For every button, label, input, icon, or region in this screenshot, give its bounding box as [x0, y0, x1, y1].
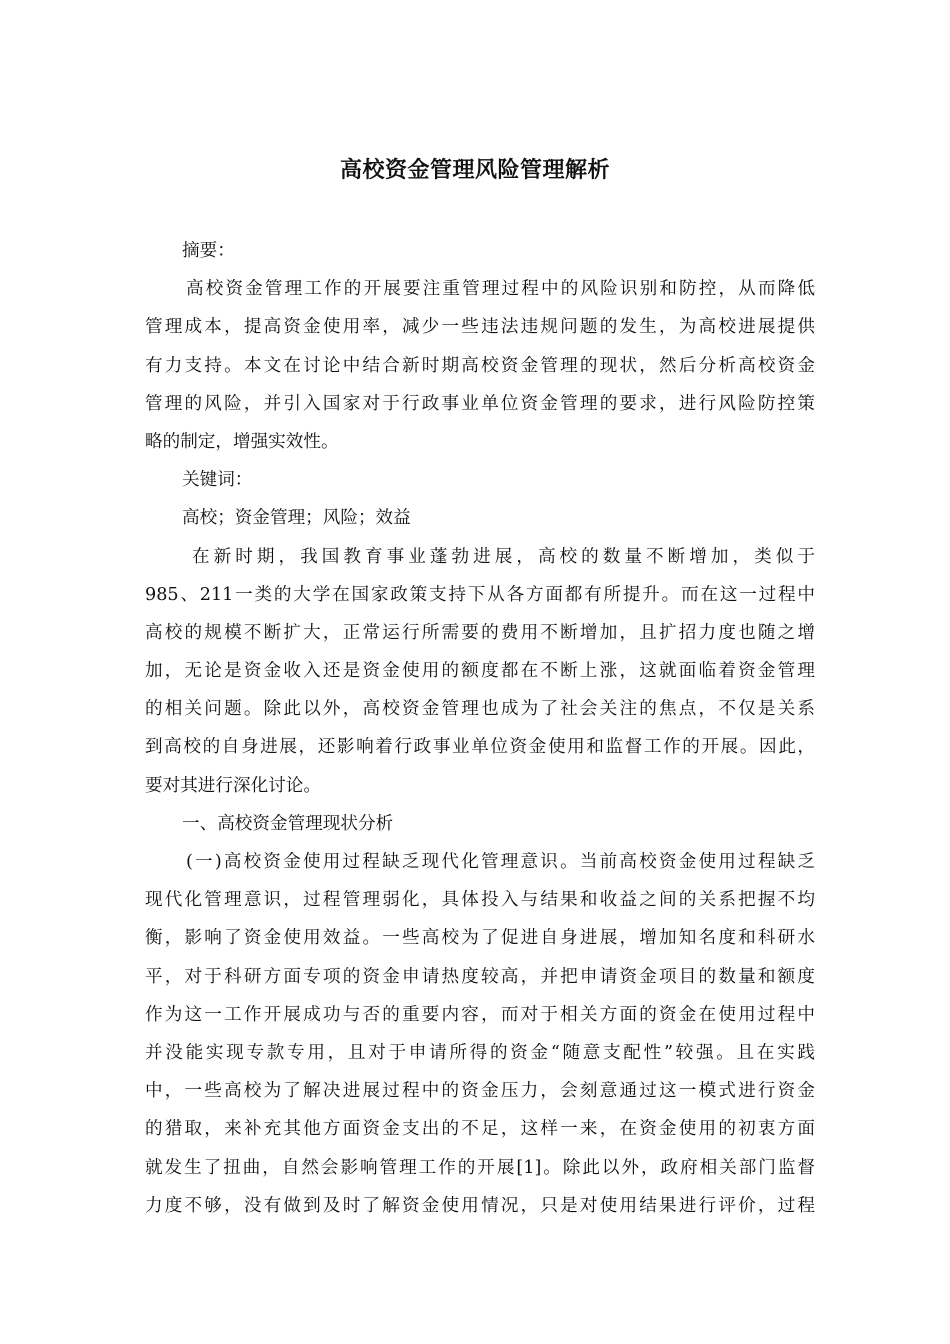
section1-line: 并没能实现专款专用，且对于申请所得的资金“随意支配性”较强。且在实践: [145, 1042, 815, 1063]
section1-line: 作为这一工作开展成功与否的重要内容，而对于相关方面的资金在使用过程中: [145, 1004, 815, 1025]
section1-line: 平，对于科研方面专项的资金申请热度较高，并把申请资金项目的数量和额度: [145, 966, 815, 987]
abstract-paragraph: [145, 270, 815, 461]
section1-line: 现代化管理意识，过程管理弱化，具体投入与结果和收益之间的关系把握不均: [145, 890, 815, 911]
intro-paragraph: [145, 538, 815, 805]
section1-line: (一)高校资金使用过程缺乏现代化管理意识。当前高校资金使用过程缺乏: [186, 852, 815, 872]
intro-line: 985、211一类的大学在国家政策支持下从各方面都有所提升。而在这一过程中: [145, 584, 815, 605]
section1-line: 力度不够，没有做到及时了解资金使用情况，只是对使用结果进行评价，过程: [145, 1195, 815, 1216]
intro-line: 加，无论是资金收入还是资金使用的额度都在不断上涨，这就面临着资金管理: [145, 661, 815, 682]
intro-line: 在新时期，我国教育事业蓬勃进展，高校的数量不断增加，类似于: [192, 546, 815, 567]
intro-line: 的相关问题。除此以外，高校资金管理也成为了社会关注的焦点，不仅是关系: [145, 699, 815, 720]
abstract-line: 高校资金管理工作的开展要注重管理过程中的风险识别和防控，从而降低: [186, 279, 815, 300]
abstract-line: 略的制定，增强实效性。: [145, 431, 339, 452]
abstract-line: 有力支持。本文在讨论中结合新时期高校资金管理的现状，然后分析高校资金: [145, 355, 815, 376]
keywords-label: 关键词：: [182, 470, 253, 491]
section1-line: 衡，影响了资金使用效益。一些高校为了促进自身进展，增加知名度和科研水: [145, 928, 815, 949]
section-heading: 一、高校资金管理现状分析: [182, 813, 394, 834]
intro-line: 要对其进行深化讨论。: [145, 775, 321, 796]
abstract-label: 摘要：: [182, 241, 235, 261]
document-body: [145, 232, 815, 1225]
abstract-line: 管理的风险，并引入国家对于行政事业单位资金管理的要求，进行风险防控策: [145, 393, 815, 414]
section1-paragraph: [145, 843, 815, 1225]
section1-line: 的猎取，来补充其他方面资金支出的不足，这样一来，在资金使用的初衷方面: [145, 1119, 815, 1140]
document-title: 高校资金管理风险管理解析: [339, 157, 610, 183]
intro-line: 到高校的自身进展，还影响着行政事业单位资金使用和监督工作的开展。因此，: [145, 737, 815, 758]
section1-line: 中，一些高校为了解决进展过程中的资金压力，会刻意通过这一模式进行资金: [145, 1081, 815, 1102]
keywords-text: 高校；资金管理；风险；效益: [182, 508, 411, 529]
section1-line: 就发生了扭曲，自然会影响管理工作的开展[1]。除此以外，政府相关部门监督: [145, 1157, 815, 1178]
abstract-line: 管理成本，提高资金使用率，减少一些违法违规问题的发生，为高校进展提供: [145, 317, 815, 338]
intro-line: 高校的规模不断扩大，正常运行所需要的费用不断增加，且扩招力度也随之增: [145, 622, 815, 643]
